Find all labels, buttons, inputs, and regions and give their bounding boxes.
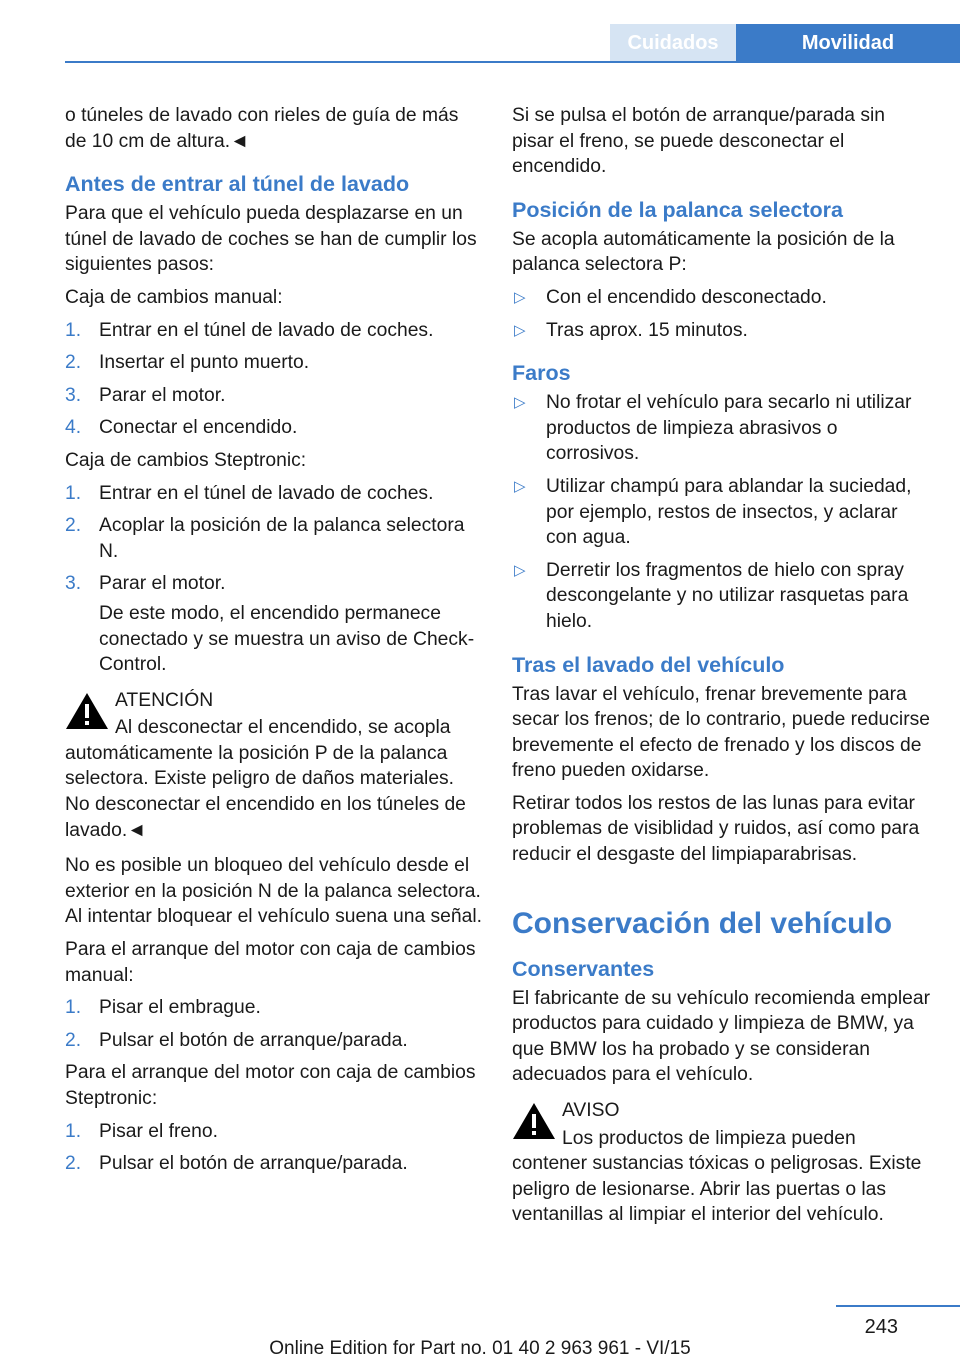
list-item: 4. Conectar el encendido. xyxy=(65,417,298,439)
list-item: 2. Pulsar el botón de arranque/parada. xyxy=(65,1153,408,1175)
right-column xyxy=(512,103,930,1238)
list-item: ▷ Con el encendido desconectado. xyxy=(512,285,930,311)
paragraph: Se acopla automáticamente la posición de la palanca selectora P: xyxy=(512,228,895,276)
list-item: 2. Insertar el punto muerto. xyxy=(65,352,310,374)
section-heading: Conservantes xyxy=(512,956,655,981)
start-steptronic-list xyxy=(65,1119,483,1177)
warning-triangle-icon xyxy=(512,1102,556,1140)
list-item: ▷ Utilizar champú para ablandar la suciedad, por ejemplo, restos de insectos, y aclarar con agua. xyxy=(514,475,912,549)
paragraph: Para que el vehículo pueda desplazarse en un túnel de lavado de coches se han de cumplir los siguientes pasos: xyxy=(65,203,477,276)
paragraph: o túneles de lavado con rieles de guía de más de 10 cm de altura.◄ xyxy=(65,105,459,152)
footer-rule xyxy=(836,1305,960,1307)
header-rule xyxy=(65,61,960,63)
paragraph: El fabricante de su vehículo recomienda emplear productos para cuidado y limpieza de BMW, ya que BMW los ha probado y se consideran adecuados para el vehículo. xyxy=(512,987,930,1086)
left-column xyxy=(65,103,483,1184)
list-item: 1. Pisar el freno. xyxy=(65,1120,218,1142)
paragraph: Caja de cambios Steptronic: xyxy=(65,449,307,471)
triangle-bullet-icon: ▷ xyxy=(514,561,526,579)
warning-title: ATENCIÓN xyxy=(115,689,214,711)
list-item: ▷ Tras aprox. 15 minutos. xyxy=(512,318,930,344)
paragraph: No es posible un bloqueo del vehículo desde el exterior en la posición N de la palanca selectora. Al intentar bloquear el vehículo suena una señal. xyxy=(65,855,482,928)
list-item-note: De este modo, el encendido permanece conectado y se muestra un aviso de Check-Control. xyxy=(99,602,475,676)
header-tab-cuidados[interactable]: Cuidados xyxy=(610,24,736,62)
list-item: 2. Acoplar la posición de la palanca selectora N. xyxy=(65,515,465,562)
warning-box-aviso xyxy=(512,1098,930,1228)
warning-box-atencion xyxy=(65,688,483,844)
list-item: 2. Pulsar el botón de arranque/parada. xyxy=(65,1029,408,1051)
paragraph: Si se pulsa el botón de arranque/parada sin pisar el freno, se puede desconectar el encendido. xyxy=(512,105,886,178)
list-item: 3. Parar el motor. De este modo, el encendido permanece conectado y se muestra un aviso de Check-Control. xyxy=(65,571,483,677)
manual-steps-list xyxy=(65,318,483,441)
section-heading: Faros xyxy=(512,361,571,386)
warning-body: Los productos de limpieza pueden contener sustancias tóxicas o peligrosas. Existe peligro de lesionarse. Abrir las puertas o las ventanillas al limpiar el interior del vehículo. xyxy=(512,1127,922,1226)
selector-position-list xyxy=(512,285,930,343)
triangle-bullet-icon: ▷ xyxy=(514,321,526,339)
section-heading: Posición de la palanca selectora xyxy=(512,197,844,222)
warning-body: Al desconectar el encendido, se acopla automáticamente la posición P de la palanca selectora. Existe peligro de daños materiales. No desconectar el encendido en los túneles de lavado.◄ xyxy=(65,717,466,841)
triangle-bullet-icon: ▷ xyxy=(514,477,526,495)
paragraph: Retirar todos los restos de las lunas para evitar problemas de visiblidad y ruidos, así como para reducir el desgaste del limpiaparabrisas. xyxy=(512,792,920,866)
header-tab-movilidad[interactable]: Movilidad xyxy=(736,24,960,62)
warning-triangle-icon xyxy=(65,692,109,730)
paragraph: Tras lavar el vehículo, frenar brevemente para secar los frenos; de lo contrario, puede reducirse brevemente el efecto de frenado y los discos de freno pueden oxidarse. xyxy=(512,683,930,782)
paragraph: Para el arranque del motor con caja de cambios manual: xyxy=(65,939,476,986)
section-heading: Tras el lavado del vehículo xyxy=(512,652,785,677)
footer-edition: Online Edition for Part no. 01 40 2 963 961 - VI/15 xyxy=(269,1338,691,1359)
list-item: 1. Entrar en el túnel de lavado de coches. xyxy=(65,319,434,341)
list-item: ▷ Derretir los fragmentos de hielo con spray descongelante y no utilizar rasquetas para hielo. xyxy=(514,559,909,632)
paragraph: Caja de cambios manual: xyxy=(65,286,283,308)
chapter-heading: Conservación del vehículo xyxy=(512,906,893,940)
page-number: 243 xyxy=(864,1316,898,1338)
list-item: 1. Entrar en el túnel de lavado de coches. xyxy=(65,482,434,504)
triangle-bullet-icon: ▷ xyxy=(514,394,526,412)
steptronic-steps-list xyxy=(65,481,483,678)
list-item: 3. Parar el motor. xyxy=(65,384,226,406)
list-item: 1. Pisar el embrague. xyxy=(65,997,261,1019)
warning-title: AVISO xyxy=(562,1100,620,1122)
section-heading: Antes de entrar al túnel de lavado xyxy=(65,172,410,197)
paragraph: Para el arranque del motor con caja de cambios Steptronic: xyxy=(65,1062,476,1109)
triangle-bullet-icon: ▷ xyxy=(514,288,526,306)
list-item: ▷ No frotar el vehículo para secarlo ni utilizar productos de limpieza abrasivos o corrosivos. xyxy=(514,392,912,465)
faros-list xyxy=(512,390,930,634)
start-manual-list xyxy=(65,995,483,1053)
